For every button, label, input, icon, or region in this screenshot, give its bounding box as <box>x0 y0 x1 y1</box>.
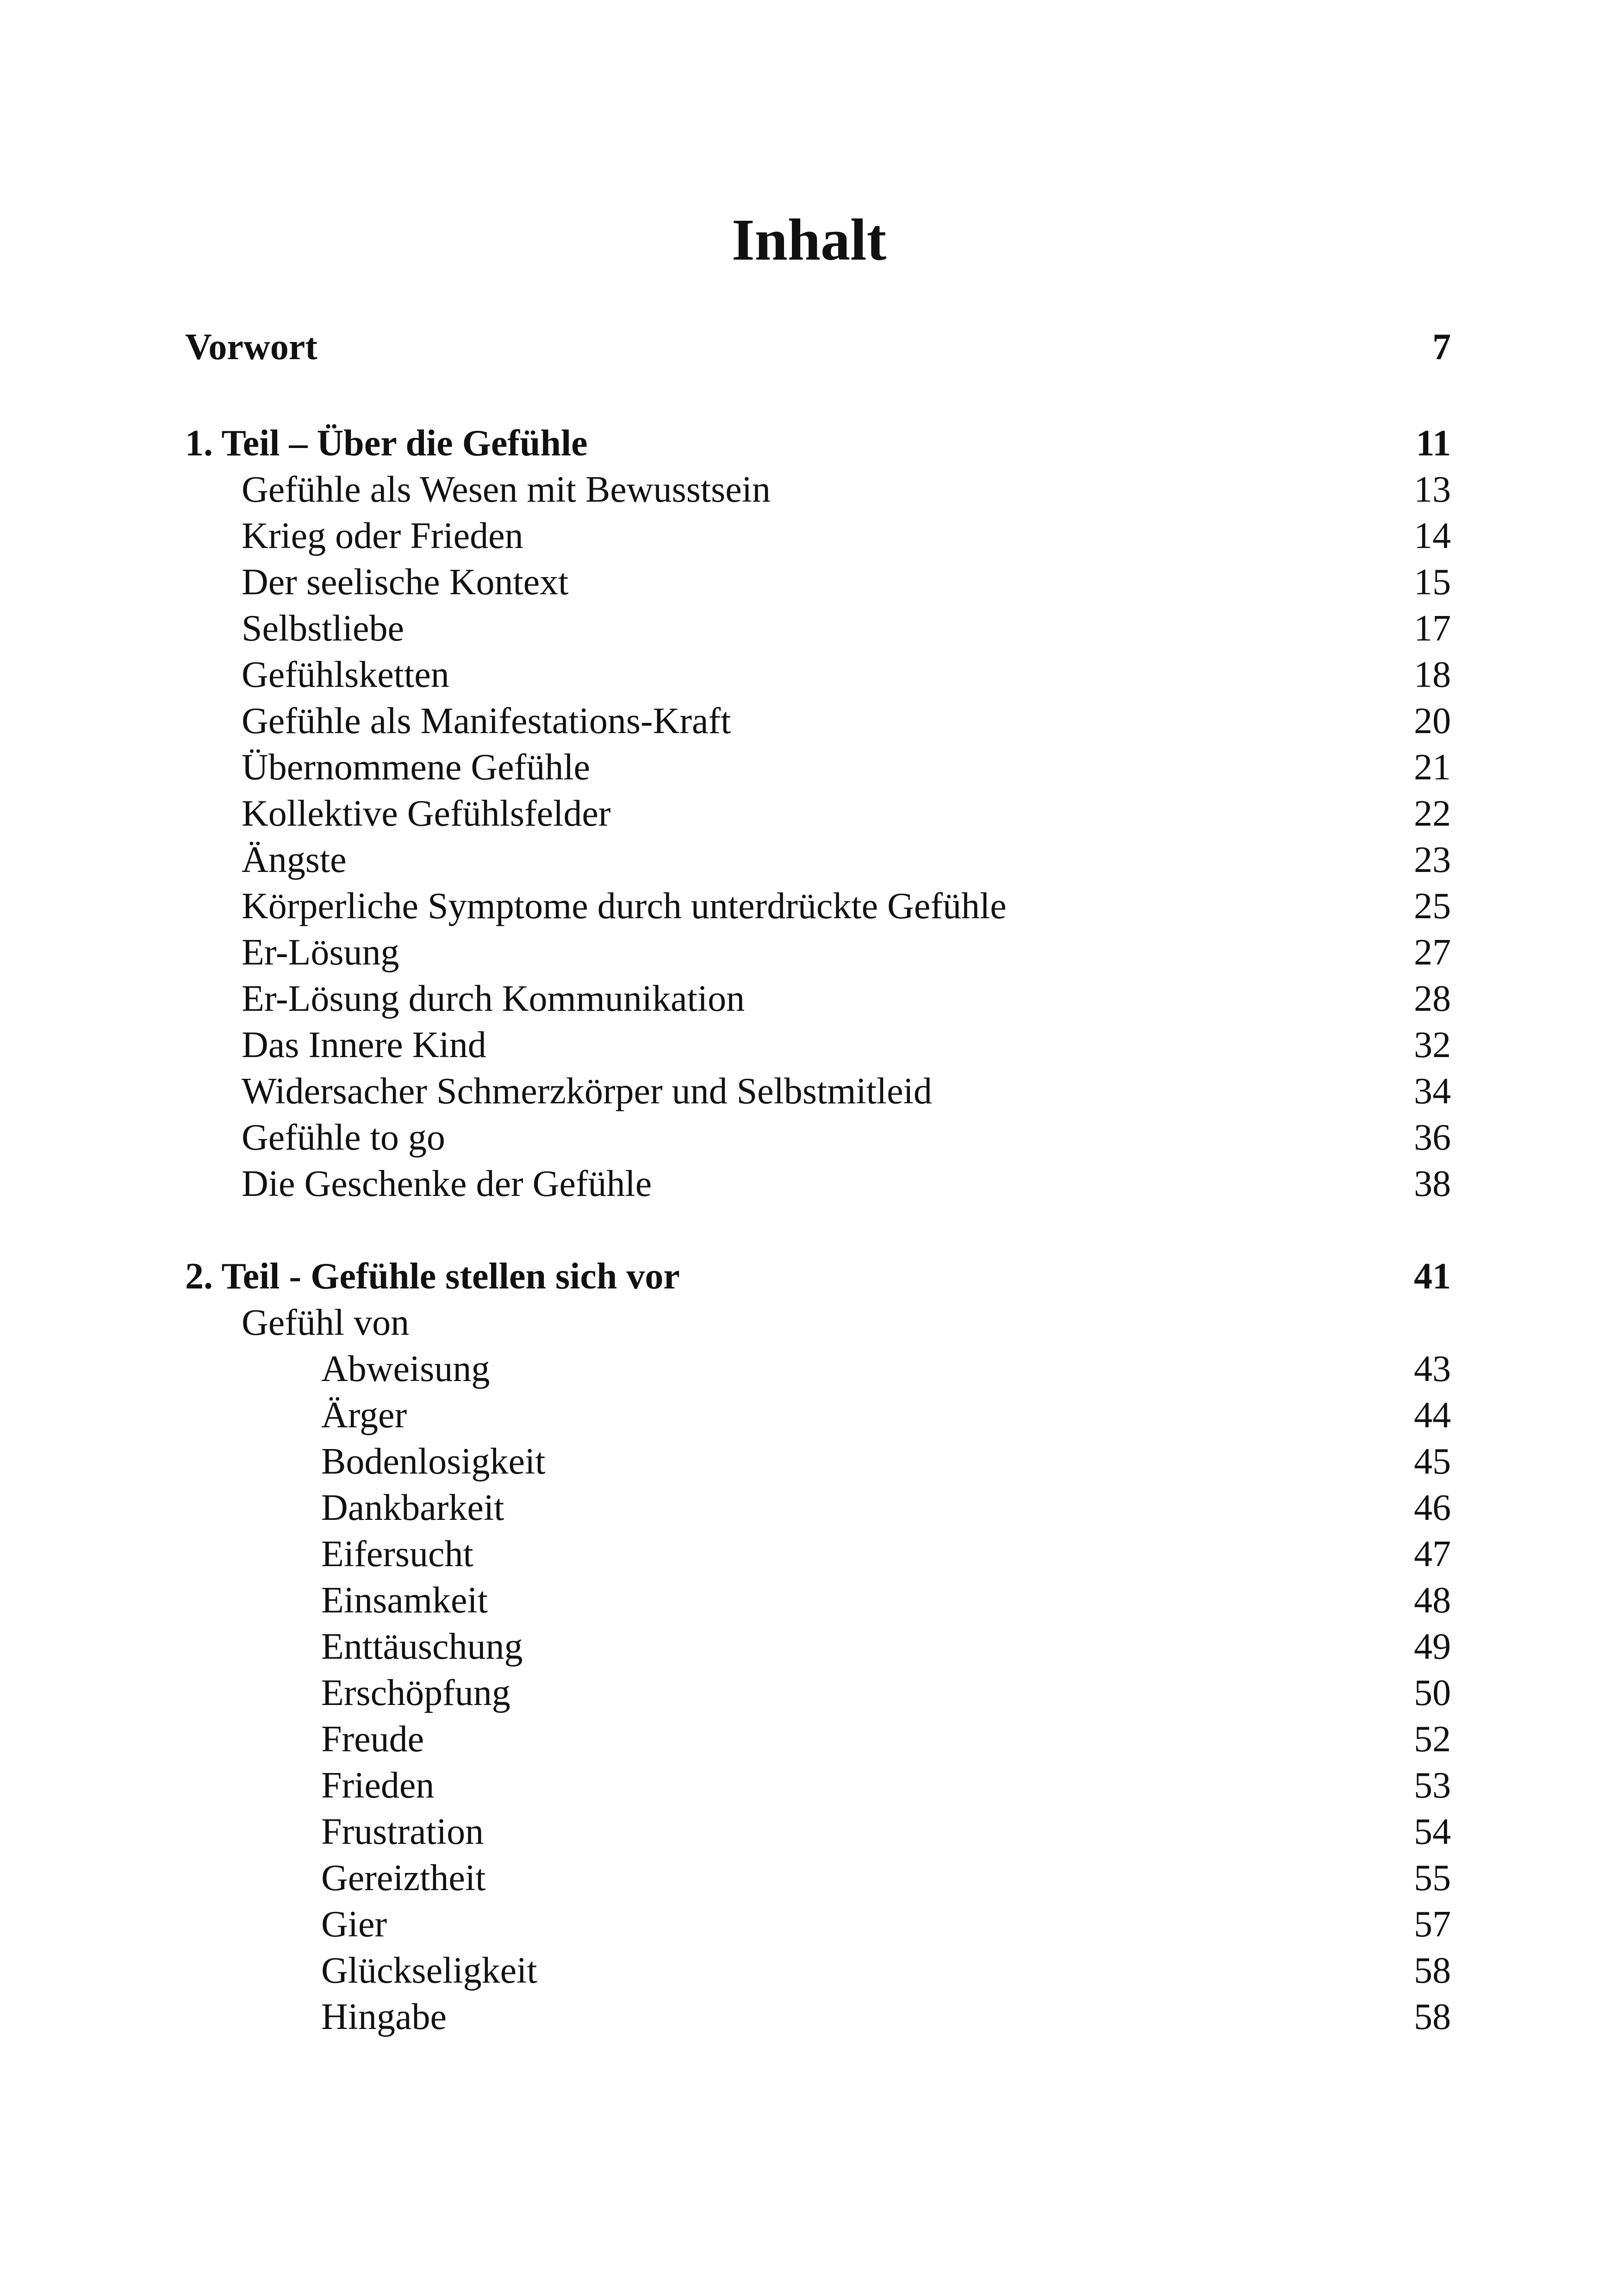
toc-entry-label: Dankbarkeit <box>321 1487 504 1528</box>
toc-entry-page: 28 <box>1414 978 1451 1019</box>
toc-entry-page: 21 <box>1414 747 1451 788</box>
toc-entry <box>185 559 1451 610</box>
toc-entry-page: 14 <box>1414 516 1451 556</box>
toc-entry-label: Der seelische Kontext <box>242 562 569 603</box>
toc-entry-page: 20 <box>1414 701 1451 741</box>
toc-entry-label: Das Innere Kind <box>242 1025 486 1065</box>
toc-entry-label: Enttäuschung <box>321 1626 523 1667</box>
toc-entry-label: Gefühle als Manifestations-Kraft <box>242 701 731 741</box>
toc-entry <box>185 1809 1451 1860</box>
toc-entry-label: Gefühlsketten <box>242 654 449 695</box>
toc-entry-label: Gereiztheit <box>321 1858 486 1898</box>
toc-entry-page: 47 <box>1414 1534 1451 1574</box>
toc-entry <box>185 744 1451 795</box>
toc-entry-label: Eifersucht <box>321 1534 473 1574</box>
toc-entry <box>185 837 1451 888</box>
toc-entry <box>185 1022 1451 1073</box>
toc-entry <box>185 1531 1451 1582</box>
toc-entry-label: Glückseligkeit <box>321 1950 537 1991</box>
toc-entry <box>185 976 1451 1027</box>
toc-entry-page: 49 <box>1414 1626 1451 1667</box>
toc-entry-page: 25 <box>1414 886 1451 927</box>
toc-entry-label: Übernommene Gefühle <box>242 747 591 788</box>
toc-entry <box>185 1438 1451 1489</box>
toc-entry-label: Vorwort <box>185 327 317 367</box>
toc-entry-page: 18 <box>1414 654 1451 695</box>
toc-entry-vorwort <box>185 324 1451 375</box>
toc-entry-page: 48 <box>1414 1580 1451 1621</box>
toc-entry-page: 50 <box>1414 1673 1451 1713</box>
toc-entry <box>185 513 1451 564</box>
toc-entry-page: 57 <box>1414 1904 1451 1945</box>
toc-entry-page: 44 <box>1414 1395 1451 1436</box>
toc-entry-label: Gefühle to go <box>242 1117 445 1158</box>
toc-entry-page: 43 <box>1414 1349 1451 1389</box>
toc-entry-subheading <box>185 1300 1451 1350</box>
toc-entry <box>185 1948 1451 1998</box>
toc-entry-page: 58 <box>1414 1950 1451 1991</box>
toc-entry-page: 45 <box>1414 1441 1451 1482</box>
toc-entry <box>185 1901 1451 1952</box>
page-title: Inhalt <box>731 207 887 273</box>
toc-entry-label: Selbstliebe <box>242 608 404 649</box>
toc-entry-label: Gefühle als Wesen mit Bewusstsein <box>242 469 771 510</box>
toc-entry-label: Bodenlosigkeit <box>321 1441 546 1482</box>
toc-entry <box>185 467 1451 517</box>
toc-entry-part-1 <box>185 420 1451 471</box>
toc-entry <box>185 1855 1451 1906</box>
toc-entry-page: 41 <box>1414 1256 1451 1297</box>
toc-entry <box>185 698 1451 749</box>
toc-entry <box>185 652 1451 703</box>
toc-entry <box>185 1485 1451 1536</box>
toc-entry <box>185 605 1451 656</box>
toc-entry-label: Abweisung <box>321 1349 490 1389</box>
toc-entry-label: Gefühl von <box>242 1302 410 1343</box>
toc-entry-page: 54 <box>1414 1811 1451 1852</box>
toc-entry <box>185 1624 1451 1674</box>
toc-entry-label: Kollektive Gefühlsfelder <box>242 793 611 834</box>
toc-entry <box>185 1994 1451 2045</box>
toc-entry-page: 13 <box>1414 469 1451 510</box>
toc-entry-page: 46 <box>1414 1487 1451 1528</box>
toc-entry <box>185 1346 1451 1397</box>
toc-entry <box>185 929 1451 980</box>
toc-entry-page: 15 <box>1414 562 1451 603</box>
toc-entry-label: Ängste <box>242 840 347 880</box>
toc-entry-label: Frieden <box>321 1765 435 1806</box>
toc-entry <box>185 1068 1451 1119</box>
toc-entry-page: 36 <box>1414 1117 1451 1158</box>
toc-entry-label: Er-Lösung <box>242 932 399 973</box>
toc-entry-label: Erschöpfung <box>321 1673 510 1713</box>
toc-entry-page: 38 <box>1414 1164 1451 1204</box>
toc-entry-page: 23 <box>1414 840 1451 880</box>
toc-entry <box>185 1670 1451 1721</box>
toc-entry-label: Er-Lösung durch Kommunikation <box>242 978 745 1019</box>
toc-entry-label: Frustration <box>321 1811 484 1852</box>
toc-entry-label: Gier <box>321 1904 387 1945</box>
toc-entry-label: Körperliche Symptome durch unterdrückte Gefühle <box>242 886 1007 927</box>
toc-entry <box>185 883 1451 934</box>
toc-entry-part-2 <box>185 1253 1451 1304</box>
toc-entry-page: 55 <box>1414 1858 1451 1898</box>
toc-entry-page: 53 <box>1414 1765 1451 1806</box>
toc-entry <box>185 1577 1451 1628</box>
toc-entry-label: 1. Teil – Über die Gefühle <box>185 423 588 464</box>
toc-entry-page: 17 <box>1414 608 1451 649</box>
toc-entry-label: 2. Teil - Gefühle stellen sich vor <box>185 1256 680 1297</box>
toc-entry-page: 22 <box>1414 793 1451 834</box>
toc-entry-label: Hingabe <box>321 1997 447 2037</box>
toc-entry <box>185 1716 1451 1767</box>
toc-entry-page: 32 <box>1414 1025 1451 1065</box>
toc-entry <box>185 1161 1451 1212</box>
toc-entry <box>185 1114 1451 1165</box>
toc-entry-page: 11 <box>1416 423 1451 464</box>
toc-entry-label: Widersacher Schmerzkörper und Selbstmitleid <box>242 1071 932 1112</box>
toc-entry-label: Die Geschenke der Gefühle <box>242 1164 652 1204</box>
toc-entry-page: 27 <box>1414 932 1451 973</box>
toc-entry-page: 58 <box>1414 1997 1451 2037</box>
toc-entry <box>185 1392 1451 1443</box>
toc-entry-label: Einsamkeit <box>321 1580 488 1621</box>
toc-entry-page: 34 <box>1414 1071 1451 1112</box>
toc-entry-label: Freude <box>321 1719 424 1760</box>
toc-entry-label: Ärger <box>321 1395 407 1436</box>
toc-entry <box>185 1762 1451 1813</box>
toc-entry <box>185 790 1451 841</box>
toc-entry-label: Krieg oder Frieden <box>242 516 523 556</box>
toc-entry-page: 52 <box>1414 1719 1451 1760</box>
toc-entry-page: 7 <box>1432 327 1451 367</box>
